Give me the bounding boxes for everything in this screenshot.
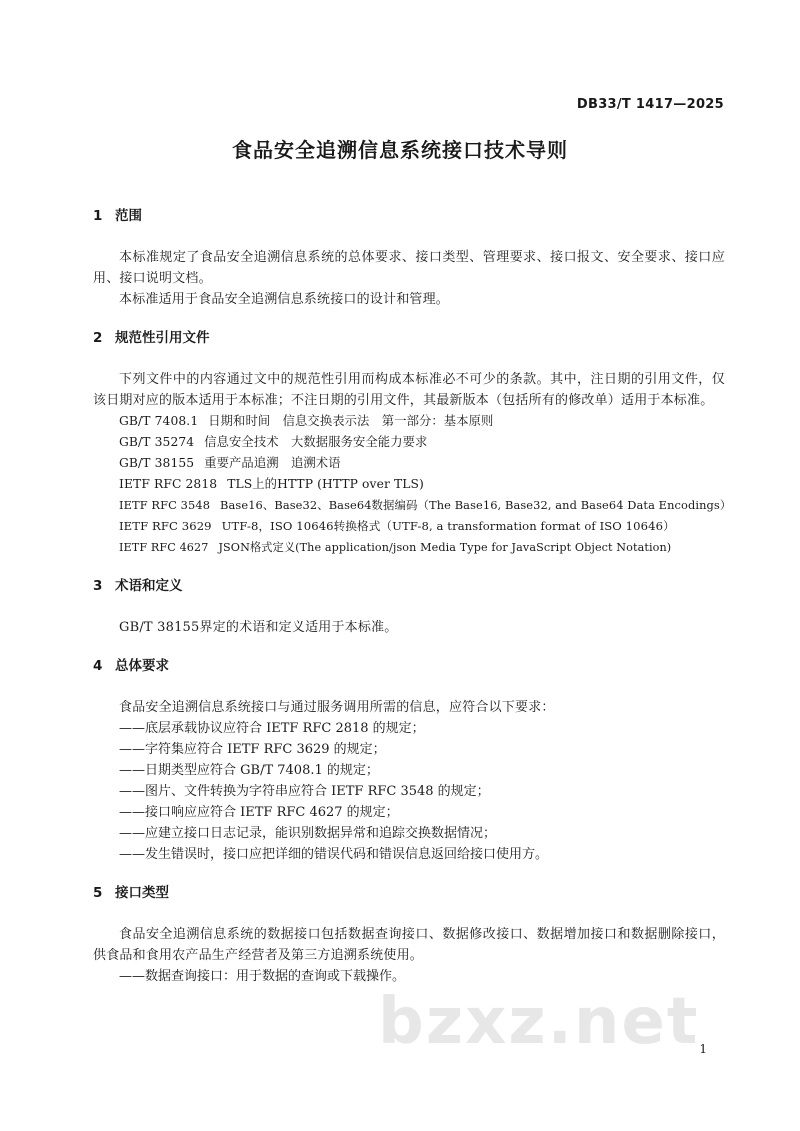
requirement-item: ——底层承载协议应符合 IETF RFC 2818 的规定； — [119, 721, 425, 736]
paragraph: 本标准适用于食品安全追溯信息系统接口的设计和管理。 — [119, 292, 450, 307]
requirement-item: ——图片、文件转换为字符串应符合 IETF RFC 3548 的规定； — [119, 784, 490, 799]
section-normative-references — [93, 328, 732, 558]
reference-item: IETF RFC 4627 JSON格式定义(The application/json Media Type for JavaScript Object Notation) — [119, 541, 672, 554]
section-heading: 1 范围 — [93, 208, 142, 224]
document-body — [93, 206, 732, 1005]
header-code: DB33/T 1417—2025 — [576, 97, 724, 112]
requirement-item: ——字符集应符合 IETF RFC 3629 的规定； — [119, 742, 386, 757]
paragraph: GB/T 38155界定的术语和定义适用于本标准。 — [119, 620, 398, 635]
section-interface-types — [93, 883, 725, 987]
paragraph: 食品安全追溯信息系统接口与通过服务调用所需的信息，应符合以下要求： — [119, 700, 555, 715]
requirement-item: ——数据查询接口：用于数据的查询或下载操作。 — [119, 969, 406, 984]
reference-item: IETF RFC 2818 TLS上的HTTP (HTTP over TLS) — [119, 477, 424, 491]
paragraph: 下列文件中的内容通过文中的规范性引用而构成本标准必不可少的条款。其中，注日期的引用文件，仅该日期对应的版本适用于本标准；不注日期的引用文件，其最新版本（包括所有的修改单）适用于本标准。 — [93, 372, 725, 408]
reference-item: GB/T 7408.1 日期和时间 信息交换表示法 第一部分：基本原则 — [119, 414, 494, 428]
paragraph: 食品安全追溯信息系统的数据接口包括数据查询接口、数据修改接口、数据增加接口和数据删除接口，供食品和食用农产品生产经营者及第三方追溯系统使用。 — [93, 927, 725, 963]
requirement-item: ——日期类型应符合 GB/T 7408.1 的规定； — [119, 763, 379, 778]
section-heading: 4 总体要求 — [93, 658, 169, 674]
requirement-item: ——应建立接口日志记录，能识别数据异常和追踪交换数据情况； — [119, 826, 497, 841]
document-title: 食品安全追溯信息系统接口技术导则 — [232, 138, 568, 162]
reference-item: GB/T 35274 信息安全技术 大数据服务安全能力要求 — [119, 435, 428, 449]
page-number: 1 — [699, 1042, 707, 1056]
section-heading: 2 规范性引用文件 — [93, 330, 210, 346]
paragraph: 本标准规定了食品安全追溯信息系统的总体要求、接口类型、管理要求、接口报文、安全要求、接口应用、接口说明文档。 — [93, 250, 725, 286]
reference-item: GB/T 38155 重要产品追溯 追溯术语 — [119, 456, 341, 470]
section-scope — [93, 206, 725, 310]
requirement-item: ——发生错误时，接口应把详细的错误代码和错误信息返回给接口使用方。 — [119, 847, 549, 862]
watermark-logo: bzxz.net — [378, 985, 700, 1059]
section-terms-and-definitions — [93, 576, 725, 638]
reference-item: IETF RFC 3548 Base16、Base32、Base64数据编码（The Base16, Base32, and Base64 Data Encodings） — [119, 498, 732, 512]
section-heading: 5 接口类型 — [93, 885, 169, 901]
section-general-requirements — [93, 656, 725, 865]
requirement-item: ——接口响应应符合 IETF RFC 4627 的规定； — [119, 805, 399, 820]
section-heading: 3 术语和定义 — [93, 578, 183, 594]
reference-item: IETF RFC 3629 UTF-8，ISO 10646转换格式（UTF-8, a transformation format of ISO 10646） — [119, 519, 675, 533]
